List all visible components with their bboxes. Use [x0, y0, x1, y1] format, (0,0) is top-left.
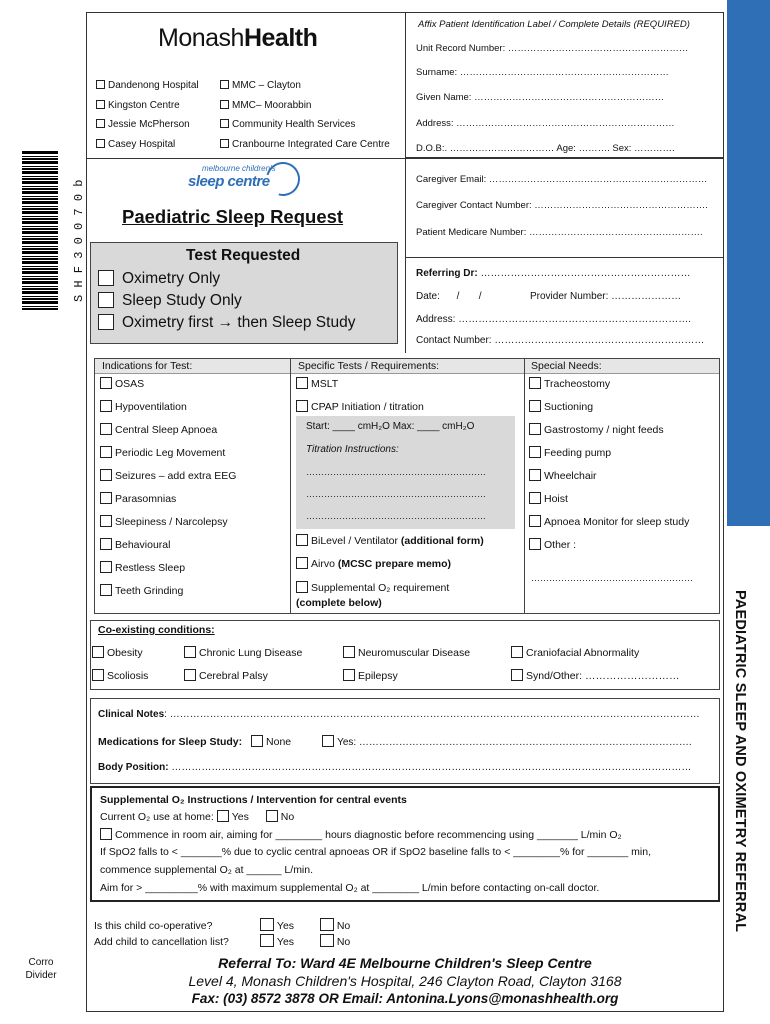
sleep-centre-logo	[188, 164, 276, 190]
special-needs-header: Special Needs:	[531, 360, 602, 372]
current-o2-no[interactable]: No	[266, 811, 294, 823]
referral-address: Level 4, Monash Children's Hospital, 246 Clayton Road, Clayton 3168	[188, 973, 622, 989]
current-o2-row	[100, 810, 294, 823]
side-tab	[727, 0, 770, 526]
patient-label-box	[405, 12, 724, 158]
table-col-divider	[290, 358, 291, 614]
current-o2-yes[interactable]: Yes	[217, 811, 249, 823]
indication-osas[interactable]: OSAS	[100, 377, 144, 390]
aim-line[interactable]: Aim for > _________% with maximum supplemental O₂ at ________ L/min before contacting on-call doctor.	[100, 882, 600, 894]
need-tracheostomy[interactable]: Tracheostomy	[529, 377, 610, 390]
address-field[interactable]: Address: ……………………………………………………………	[416, 118, 675, 129]
hospital-option[interactable]: Casey Hospital	[96, 135, 199, 155]
commence-room-air[interactable]: Commence in room air, aiming for ________ hours diagnostic before recommencing using _______ L/min O₂	[100, 828, 622, 841]
current-o2-label: Current O₂ use at home:	[100, 811, 214, 823]
indications-header: Indications for Test:	[102, 360, 193, 372]
hospital-list-left	[96, 76, 199, 154]
barcode	[22, 150, 58, 310]
condition-obesity[interactable]: Obesity	[92, 646, 143, 659]
medications-yes[interactable]: Yes: ……………………………………………………………………………………….	[322, 736, 692, 748]
titration-line[interactable]: ……………………………………………………	[306, 489, 486, 499]
referring-address-field[interactable]: Address: …………………………………………………………….	[416, 314, 692, 325]
test-option-oximetry[interactable]: Oximetry Only	[98, 270, 220, 288]
hospital-option[interactable]: Jessie McPherson	[96, 115, 199, 135]
referring-dr-field[interactable]: Referring Dr: ………………………………………………………	[416, 268, 691, 279]
indication-behavioural[interactable]: Behavioural	[100, 538, 170, 551]
cancellation-no[interactable]: No	[320, 936, 350, 948]
medications-label: Medications for Sleep Study:	[98, 736, 243, 748]
indication-restless-sleep[interactable]: Restless Sleep	[100, 561, 185, 574]
coexisting-title: Co-existing conditions:	[98, 624, 215, 636]
condition-epilepsy[interactable]: Epilepsy	[343, 669, 398, 682]
hospital-option[interactable]: Kingston Centre	[96, 96, 199, 116]
commence-supp-line[interactable]: commence supplemental O₂ at ______ L/min.	[100, 864, 314, 876]
logo-bold: Health	[243, 24, 318, 52]
referral-date-field[interactable]: Date: / /	[416, 291, 482, 302]
supp-complete-below: (complete below)	[296, 597, 382, 609]
table-col-divider	[524, 358, 525, 614]
titration-line[interactable]: ……………………………………………………	[306, 467, 486, 477]
referring-contact-field[interactable]: Contact Number: ………………………………………………………	[416, 335, 705, 346]
need-other[interactable]: Other :	[529, 538, 576, 551]
cooperative-row	[94, 918, 350, 932]
test-option-sleep-study[interactable]: Sleep Study Only	[98, 292, 242, 310]
need-suctioning[interactable]: Suctioning	[529, 400, 593, 413]
hospital-option[interactable]: Dandenong Hospital	[96, 76, 199, 96]
patient-label-title: Affix Patient Identification Label / Complete Details (REQUIRED)	[418, 19, 690, 30]
caregiver-contact-field[interactable]: Caregiver Contact Number: ……………………………………………….	[416, 200, 708, 211]
caregiver-email-field[interactable]: Caregiver Email: ……………………………………………………………	[416, 174, 708, 185]
dob-field[interactable]: D.O.B:. …………………………… Age: ………. Sex: ………….	[416, 143, 675, 154]
condition-neuromuscular[interactable]: Neuromuscular Disease	[343, 646, 470, 659]
surname-field[interactable]: Surname: …………………………………………………………	[416, 67, 669, 78]
condition-cerebral-palsy[interactable]: Cerebral Palsy	[184, 669, 268, 682]
logo-light: Monash	[158, 24, 244, 52]
need-hoist[interactable]: Hoist	[529, 492, 568, 505]
given-name-field[interactable]: Given Name: ……………………………………………………	[416, 92, 665, 103]
indication-hypoventilation[interactable]: Hypoventilation	[100, 400, 187, 413]
indication-central-sleep-apnoea[interactable]: Central Sleep Apnoea	[100, 423, 217, 436]
monash-health-logo	[158, 24, 317, 53]
test-requested-title: Test Requested	[186, 247, 301, 264]
provider-number-field[interactable]: Provider Number: …………………	[530, 291, 682, 302]
spo2-line[interactable]: If SpO2 falls to < _______% due to cyclic central apnoeas OR if SpO2 baseline falls to < ________% for _______ min,	[100, 846, 652, 858]
urn-field[interactable]: Unit Record Number: …………………………………………………	[416, 43, 689, 54]
indication-parasomnias[interactable]: Parasomnias	[100, 492, 176, 505]
hospital-option[interactable]: MMC – Clayton	[220, 76, 390, 96]
indication-seizures[interactable]: Seizures – add extra EEG	[100, 469, 236, 482]
indication-sleepiness[interactable]: Sleepiness / Narcolepsy	[100, 515, 228, 528]
cancellation-row	[94, 934, 350, 948]
hospital-list-right	[220, 76, 390, 154]
indication-teeth-grinding[interactable]: Teeth Grinding	[100, 584, 183, 597]
need-apnoea-monitor[interactable]: Apnoea Monitor for sleep study	[529, 515, 689, 528]
cancellation-question: Add child to cancellation list?	[94, 936, 229, 948]
hospital-option[interactable]: Cranbourne Integrated Care Centre	[220, 135, 390, 155]
medications-row	[98, 735, 692, 748]
cooperative-question: Is this child co-operative?	[94, 920, 213, 932]
body-position-field[interactable]: Body Position: …………………………………………………………………………………………………………………………………………	[98, 762, 692, 773]
medications-none[interactable]: None	[251, 736, 291, 748]
cooperative-yes[interactable]: Yes	[260, 918, 317, 932]
condition-scoliosis[interactable]: Scoliosis	[92, 669, 148, 682]
titration-line[interactable]: ……………………………………………………	[306, 511, 486, 521]
condition-craniofacial[interactable]: Craniofacial Abnormality	[511, 646, 639, 659]
titration-label: Titration Instructions:	[306, 444, 399, 455]
form-title: Paediatric Sleep Request	[122, 206, 344, 227]
condition-chronic-lung[interactable]: Chronic Lung Disease	[184, 646, 302, 659]
clinical-notes-field[interactable]: Clinical Notes: ……………………………………………………………………………………………………………………………………………	[98, 709, 700, 720]
barcode-text: S H F 3 0 0 7 0 b	[72, 179, 86, 302]
test-option-oximetry-then-sleep[interactable]: Oximetry first → then Sleep Study	[98, 314, 355, 332]
indication-periodic-leg-movement[interactable]: Periodic Leg Movement	[100, 446, 225, 459]
sleep-centre-logo-main: sleep centre	[188, 173, 270, 190]
referral-contact: Fax: (03) 8572 3878 OR Email: Antonina.Lyons@monashhealth.org	[191, 991, 619, 1006]
cooperative-no[interactable]: No	[320, 920, 350, 932]
supplemental-title: Supplemental O₂ Instructions / Intervention for central events	[100, 794, 407, 806]
hospital-option[interactable]: MMC– Moorabbin	[220, 96, 390, 116]
condition-synd-other[interactable]: Synd/Other: ………………………	[511, 669, 679, 682]
side-title: PAEDIATRIC SLEEP AND OXIMETRY REFERRAL	[732, 590, 748, 933]
medicare-field[interactable]: Patient Medicare Number: ……………………………………………….	[416, 227, 703, 238]
test-mslt[interactable]: MSLT	[296, 377, 338, 390]
need-feeding-pump[interactable]: Feeding pump	[529, 446, 611, 459]
sleep-centre-logo-top: melbourne children's	[202, 164, 276, 173]
corro-label: Corro Divider	[25, 957, 57, 981]
cancellation-yes[interactable]: Yes	[260, 934, 317, 948]
specific-tests-header: Specific Tests / Requirements:	[298, 360, 440, 372]
need-gastrostomy[interactable]: Gastrostomy / night feeds	[529, 423, 664, 436]
cpap-start-max[interactable]: Start: ____ cmH₂O Max: ____ cmH₂O	[306, 421, 475, 432]
need-wheelchair[interactable]: Wheelchair	[529, 469, 597, 482]
referral-to: Referral To: Ward 4E Melbourne Children's Sleep Centre	[218, 955, 592, 971]
test-supplemental-o2[interactable]: Supplemental O₂ requirement	[296, 581, 449, 594]
hospital-option[interactable]: Community Health Services	[220, 115, 390, 135]
test-airvo[interactable]: Airvo (MCSC prepare memo)	[296, 557, 451, 570]
need-other-line[interactable]: ………………………………………………	[531, 573, 693, 583]
test-cpap[interactable]: CPAP Initiation / titration	[296, 400, 424, 413]
test-bilevel[interactable]: BiLevel / Ventilator (additional form)	[296, 534, 484, 547]
